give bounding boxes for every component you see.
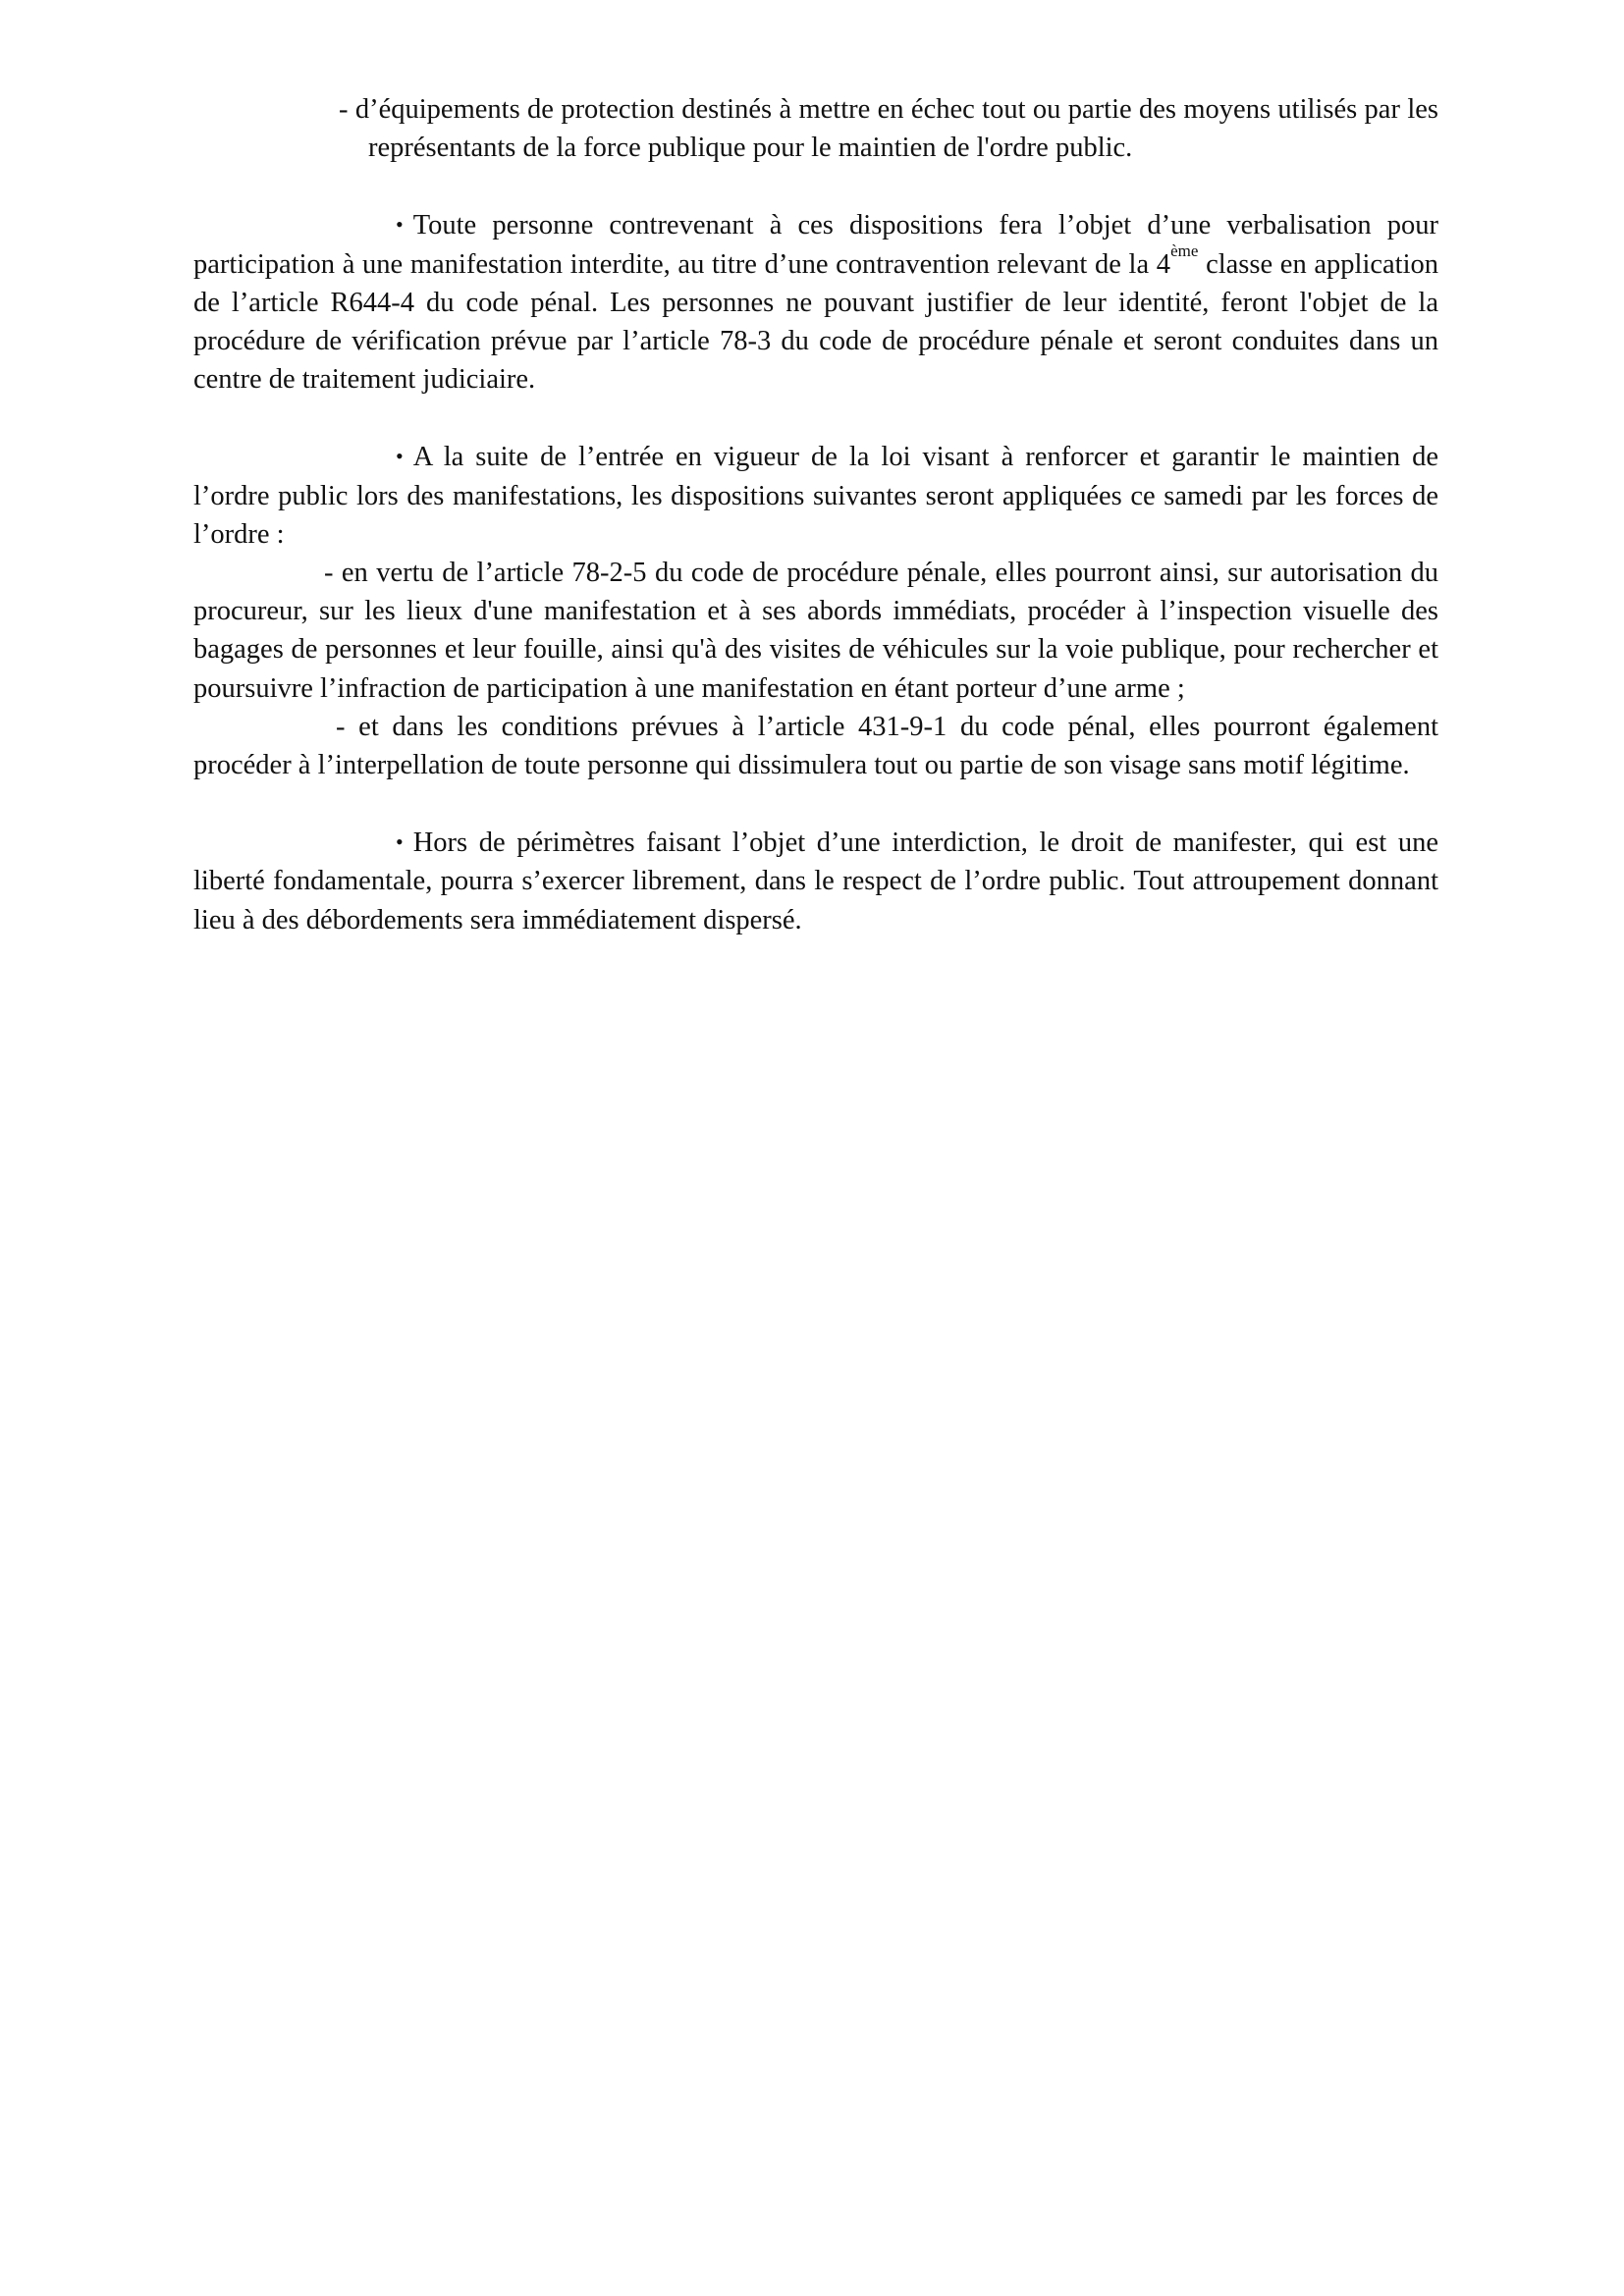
paragraph-right-to-protest-text: Hors de périmètres faisant l’objet d’une interdiction, le droit de manifester, qui est une liberté fondamentale, pourra s’exercer librement, dans le respect de l’ordre public. Tout attroupement donnant lieu à des débordements sera immédiatement dispersé. [193, 828, 1438, 935]
paragraph-law-provisions [193, 437, 1438, 554]
paragraph-contravention-text-a: Toute personne contrevenant à ces dispositions fera l’objet d’une verbalisation pour participation à une manifestation interdite, au titre d’une contravention relevant de la 4 [193, 210, 1438, 280]
paragraph-contravention-text-b: classe en application de l’article R644-4 du code pénal. Les personnes ne pouvant justifier de leur identité, feront l'objet de la procédure de vérification prévue par l’article 78-3 du code de procédure pénale et seront conduites dans un centre de traitement judiciaire. [193, 248, 1438, 396]
list-item-protective-equipment: - d’équipements de protection destinés à mettre en échec tout ou partie des moyens utilisés par les représentants de la force publique pour le maintien de l'ordre public. [339, 94, 1438, 164]
bullet-icon: • [396, 829, 404, 855]
paragraph-right-to-protest [193, 823, 1438, 939]
superscript-ordinal: ème [1170, 240, 1199, 260]
document-body [193, 90, 1438, 939]
sub-item-article-78-2-5: - en vertu de l’article 78-2-5 du code de procédure pénale, elles pourront ainsi, sur autorisation du procureur, sur les lieux d'une manifestation et à ses abords immédiats, procéder à l’inspection visuelle des bagages de personnes et leur fouille, ainsi qu'à des visites de véhicules sur la voie publique, pour rechercher et poursuivre l’infraction de participation à une manifestation en étant porteur d’une arme ; [193, 558, 1438, 704]
bullet-icon: • [396, 212, 404, 238]
paragraph-law-provisions-intro: A la suite de l’entrée en vigueur de la loi visant à renforcer et garantir le maintien de l’ordre public lors des manifestations, les dispositions suivantes seront appliquées ce samedi par les forces de l’ordre : [193, 442, 1438, 550]
paragraph-contravention [193, 205, 1438, 399]
bullet-icon: • [396, 444, 404, 469]
sub-item-article-431-9-1: - et dans les conditions prévues à l’article 431-9-1 du code pénal, elles pourront également procéder à l’interpellation de toute personne qui dissimulera tout ou partie de son visage sans motif légitime. [193, 711, 1438, 781]
